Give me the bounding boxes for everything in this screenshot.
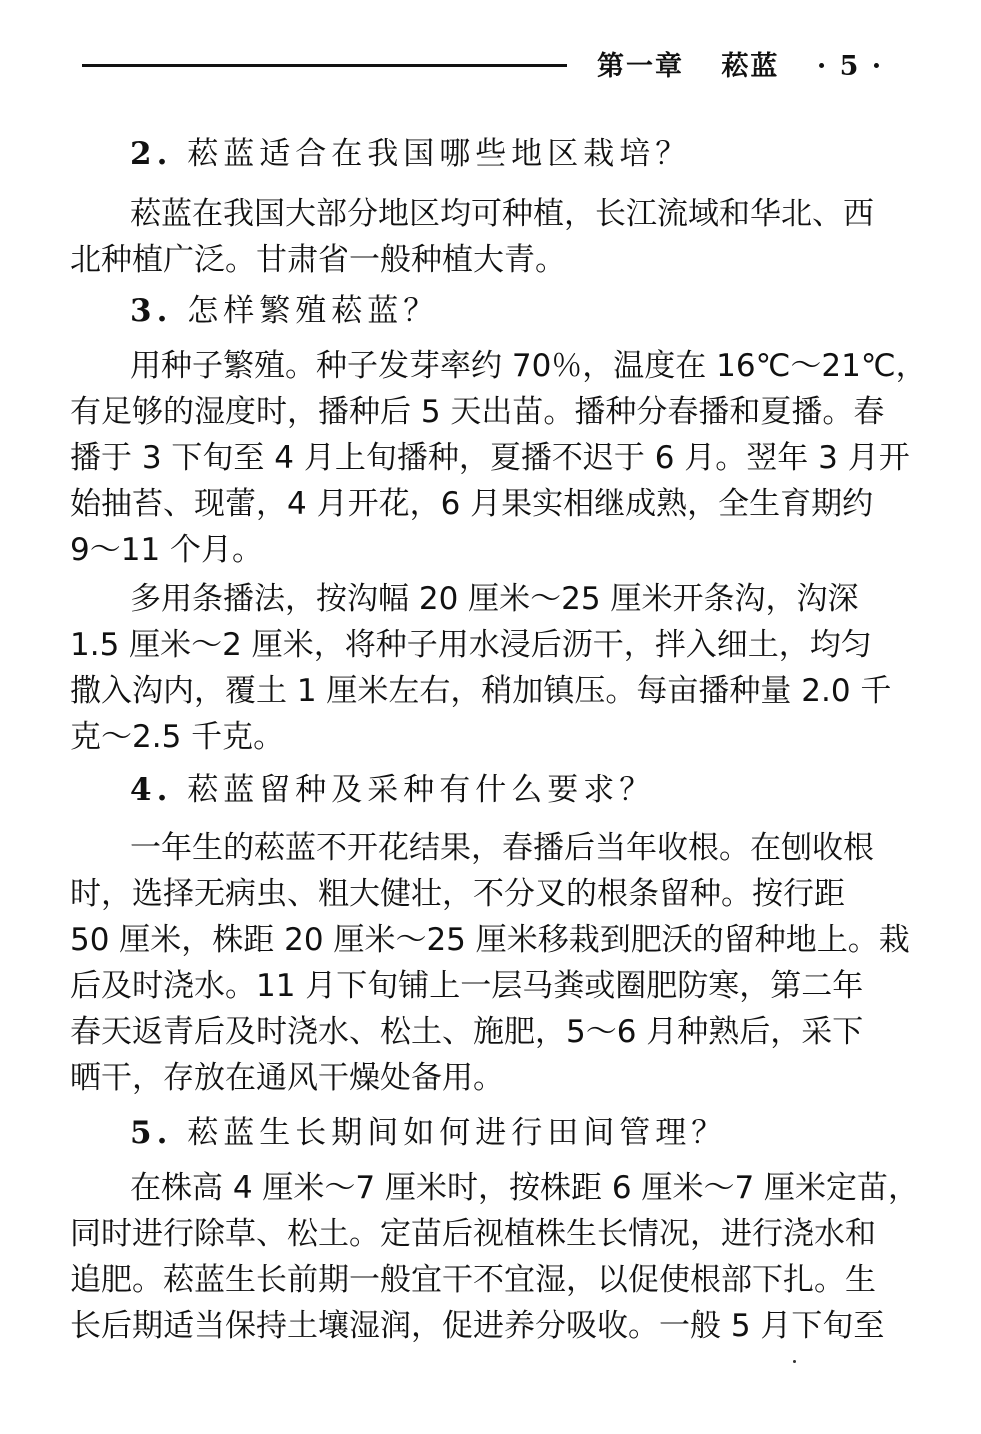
paragraph-line: 一年生的菘蓝不开花结果，春播后当年收根。在刨收根 — [130, 830, 874, 866]
paragraph-line: 追肥。菘蓝生长前期一般宜干不宜湿，以促使根部下扎。生 — [70, 1262, 876, 1298]
paragraph — [70, 576, 900, 760]
question-number: 3. — [130, 293, 173, 329]
paragraph-line: 克～2.5 千克。 — [70, 719, 285, 755]
paragraph-line: 用种子繁殖。种子发芽率约 70％，温度在 16℃～21℃， — [130, 348, 927, 384]
paragraph-line: 长后期适当保持土壤湿润，促进养分吸收。一般 5 月下旬至 — [70, 1308, 885, 1344]
paragraph-line: 北种植广泛。甘肃省一般种植大青。 — [70, 242, 566, 278]
paragraph-line: 50 厘米，株距 20 厘米～25 厘米移栽到肥沃的留种地上。栽 — [70, 922, 910, 958]
running-title — [597, 44, 883, 90]
header-rule — [82, 64, 567, 67]
question-number: 4. — [130, 772, 173, 808]
question-text: 菘蓝生长期间如何进行田间管理？ — [187, 1115, 728, 1151]
paragraph-line: 晒干，存放在通风干燥处备用。 — [70, 1060, 504, 1096]
question-text: 菘蓝留种及采种有什么要求？ — [187, 772, 656, 808]
question-heading — [130, 131, 691, 177]
paragraph-line: 1.5 厘米～2 厘米，将种子用水浸后沥干，拌入细土，均匀 — [70, 627, 872, 663]
paragraph-line: 在株高 4 厘米～7 厘米时，按株距 6 厘米～7 厘米定苗， — [130, 1170, 920, 1206]
question-text: 怎样繁殖菘蓝？ — [187, 293, 440, 329]
running-header — [82, 44, 884, 90]
question-heading — [130, 288, 439, 334]
paragraph-line: 时，选择无病虫、粗大健壮，不分叉的根条留种。按行距 — [70, 876, 845, 912]
question-number: 2. — [130, 136, 173, 172]
paragraph-line: 菘蓝在我国大部分地区均可种植，长江流域和华北、西 — [130, 196, 874, 232]
paragraph-line: 始抽苔、现蕾，4 月开花，6 月果实相继成熟，全生育期约 — [70, 486, 874, 522]
paragraph — [70, 191, 900, 283]
paragraph-line: 同时进行除草、松土。定苗后视植株生长情况，进行浇水和 — [70, 1216, 876, 1252]
paragraph-line: 撒入沟内，覆土 1 厘米左右，稍加镇压。每亩播种量 2.0 千 — [70, 673, 892, 709]
paragraph-line: 有足够的湿度时，播种后 5 天出苗。播种分春播和夏播。春 — [70, 394, 885, 430]
paragraph — [70, 1165, 920, 1349]
question-text: 菘蓝适合在我国哪些地区栽培？ — [187, 136, 692, 172]
paragraph-line: 春天返青后及时浇水、松土、施肥，5～6 月种熟后，采下 — [70, 1014, 864, 1050]
paragraph-line: 后及时浇水。11 月下旬铺上一层马粪或圈肥防寒，第二年 — [70, 968, 864, 1004]
paragraph — [70, 343, 927, 573]
paragraph-line: 多用条播法，按沟幅 20 厘米～25 厘米开条沟，沟深 — [130, 581, 859, 617]
paragraph-line: 播于 3 下旬至 4 月上旬播种，夏播不迟于 6 月。翌年 3 月开 — [70, 440, 910, 476]
scan-speck — [793, 1360, 796, 1363]
question-heading — [130, 1110, 727, 1156]
page-number: · 5 · — [816, 51, 884, 82]
paragraph-line: 9～11 个月。 — [70, 532, 264, 568]
chapter-label: 第一章 — [597, 51, 684, 82]
question-number: 5. — [130, 1115, 173, 1151]
question-heading — [130, 767, 655, 813]
topic-label: 菘蓝 — [721, 51, 780, 82]
paragraph — [70, 825, 910, 1101]
